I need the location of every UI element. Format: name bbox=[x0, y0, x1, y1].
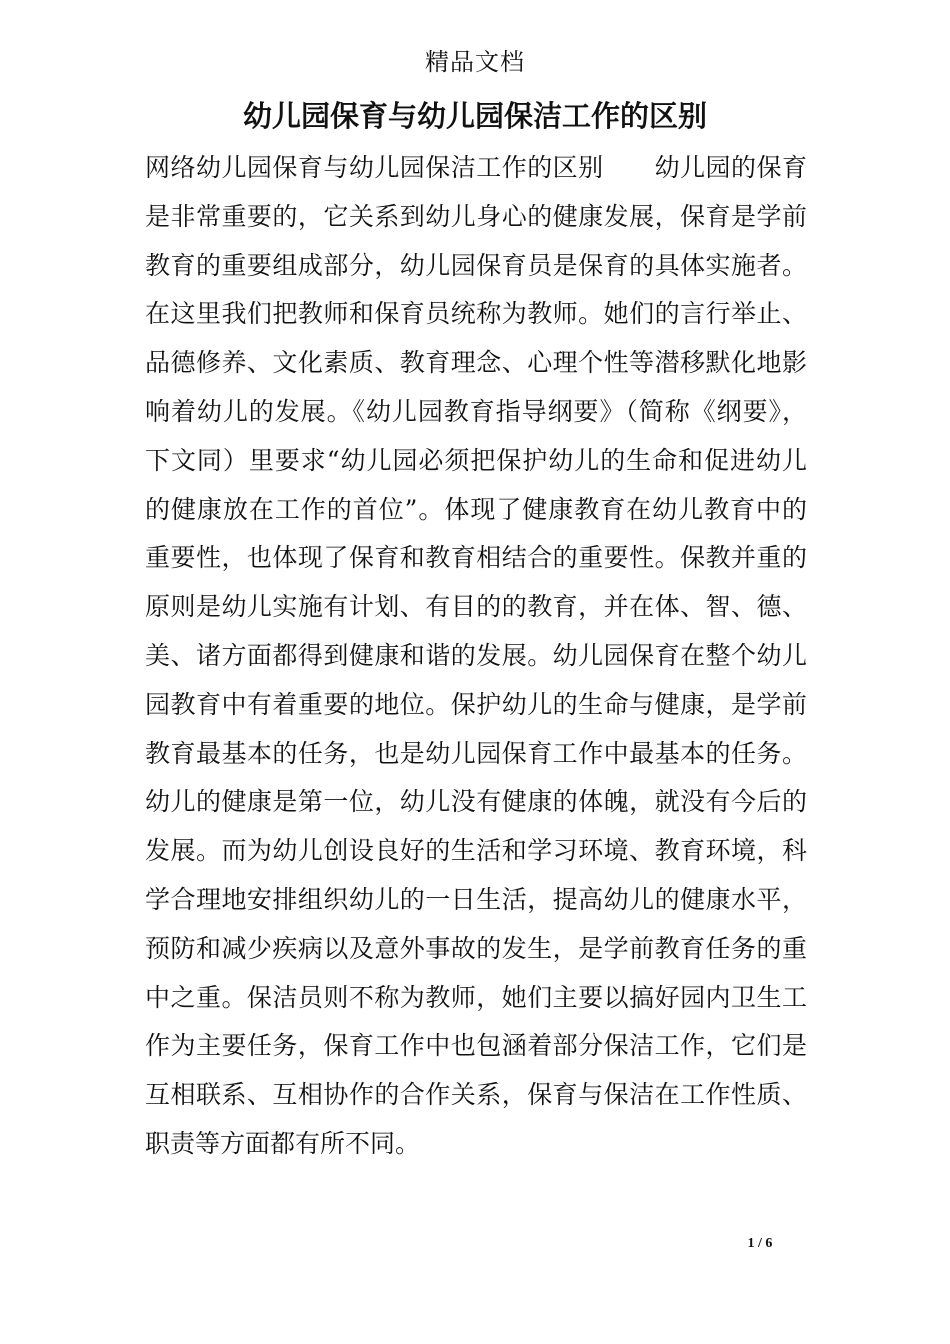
body-line: 教育的重要组成部分，幼儿园保育员是保育的具体实施者。 bbox=[145, 250, 807, 280]
body-line: 园教育中有着重要的地位。保护幼儿的生命与健康，是学前 bbox=[145, 689, 807, 719]
page-number: 1 / 6 bbox=[747, 1236, 773, 1251]
body-line: 职责等方面都有所不同。 bbox=[145, 1128, 421, 1158]
body-line: 互相联系、互相协作的合作关系，保育与保洁在工作性质、 bbox=[145, 1080, 807, 1110]
body-line: 的健康放在工作的首位”。体现了健康教育在幼儿教育中的 bbox=[145, 494, 807, 524]
body-line: 下文同）里要求“幼儿园必须把保护幼儿的生命和促进幼儿 bbox=[145, 445, 807, 475]
body-line: 美、诸方面都得到健康和谐的发展。幼儿园保育在整个幼儿 bbox=[145, 640, 807, 670]
body-line: 学合理地安排组织幼儿的一日生活，提高幼儿的健康水平， bbox=[145, 884, 807, 914]
body-line: 品德修养、文化素质、教育理念、心理个性等潜移默化地影 bbox=[145, 348, 807, 378]
body-line: 预防和减少疾病以及意外事故的发生，是学前教育任务的重 bbox=[145, 933, 807, 963]
body-line: 响着幼儿的发展。《幼儿园教育指导纲要》（简称《纲要》， bbox=[145, 396, 807, 426]
body-line: 发展。而为幼儿创设良好的生活和学习环境、教育环境，科 bbox=[145, 836, 807, 866]
document-body bbox=[145, 148, 807, 1173]
body-line: 原则是幼儿实施有计划、有目的的教育，并在体、智、德、 bbox=[145, 592, 807, 622]
body-line: 幼儿的健康是第一位，幼儿没有健康的体魄，就没有今后的 bbox=[145, 787, 807, 817]
body-line: 网络幼儿园保育与幼儿园保洁工作的区别 幼儿园的保育 bbox=[145, 153, 807, 182]
body-line: 在这里我们把教师和保育员统称为教师。她们的言行举止、 bbox=[145, 299, 807, 329]
body-line: 作为主要任务，保育工作中也包涵着部分保洁工作，它们是 bbox=[145, 1031, 807, 1061]
body-line: 重要性，也体现了保育和教育相结合的重要性。保教并重的 bbox=[145, 543, 807, 573]
body-line: 是非常重要的，它关系到幼儿身心的健康发展，保育是学前 bbox=[145, 201, 807, 231]
document-title: 幼儿园保育与幼儿园保洁工作的区别 bbox=[242, 99, 707, 133]
body-line: 中之重。保洁员则不称为教师，她们主要以搞好园内卫生工 bbox=[145, 982, 807, 1012]
body-line: 教育最基本的任务，也是幼儿园保育工作中最基本的任务。 bbox=[145, 738, 807, 768]
page-header: 精品文档 bbox=[425, 48, 525, 76]
